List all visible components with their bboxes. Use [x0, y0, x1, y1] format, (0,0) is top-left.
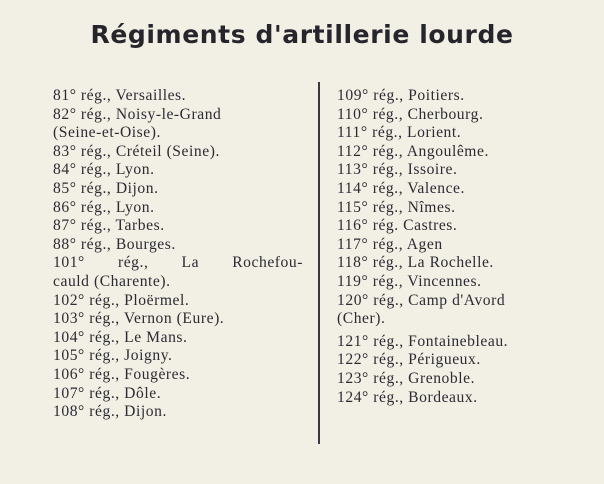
list-item [53, 180, 303, 199]
entry-line-continued: cauld (Charente). [53, 272, 171, 290]
list-item [53, 236, 303, 255]
list-item [337, 180, 597, 199]
list-item [337, 87, 597, 106]
entry-line: 88° rég., Bourges. [53, 235, 176, 253]
entry-line: 110° rég., Cherbourg. [337, 105, 484, 123]
list-item [337, 333, 597, 352]
entry-line: 117° rég., Agen [337, 235, 443, 253]
list-item [53, 347, 303, 366]
list-item [337, 389, 597, 408]
entry-line: 101° rég., La Rochefou- [53, 254, 303, 272]
entry-line: 82° rég., Noisy-le-Grand [53, 105, 222, 123]
entry-line: 121° rég., Fontainebleau. [337, 332, 509, 350]
entry-line: 84° rég., Lyon. [53, 161, 155, 179]
list-item [337, 273, 597, 292]
list-item [337, 217, 597, 236]
entry-line: 83° rég., Créteil (Seine). [53, 142, 220, 160]
list-item [337, 143, 597, 162]
list-item [53, 292, 303, 311]
entry-line: 118° rég., La Rochelle. [337, 254, 494, 272]
list-item [53, 143, 303, 162]
entry-line: 109° rég., Poitiers. [337, 87, 465, 104]
entry-line: 111° rég., Lorient. [337, 124, 462, 142]
entry-line: 105° rég., Joigny. [53, 347, 173, 365]
list-item [53, 199, 303, 218]
list-item [337, 161, 597, 180]
entry-line: 87° rég., Tarbes. [53, 217, 165, 235]
list-item [53, 385, 303, 404]
entry-line: 102° rég., Ploërmel. [53, 291, 190, 309]
entry-line: 81° rég., Versailles. [53, 87, 187, 104]
list-item [337, 199, 597, 218]
entry-line: 119° rég., Vincennes. [337, 272, 482, 290]
entry-line: 112° rég., Angoulême. [337, 142, 489, 160]
entry-line: 103° rég., Vernon (Eure). [53, 310, 225, 328]
list-item [53, 254, 303, 291]
page-title: Régiments d'artillerie lourde [90, 20, 514, 49]
entry-line: 124° rég., Bordeaux. [337, 388, 478, 406]
entry-line: 106° rég., Fougères. [53, 365, 191, 383]
entry-line: 108° rég., Dijon. [53, 403, 167, 421]
entry-line-continued: (Seine-et-Oise). [53, 124, 161, 142]
entry-line: 122° rég., Périgueux. [337, 351, 481, 369]
entry-line: 114° rég., Valence. [337, 179, 465, 197]
entry-line: 123° rég., Grenoble. [337, 369, 476, 387]
column-divider [318, 82, 320, 444]
list-item [53, 366, 303, 385]
entry-line: 85° rég., Dijon. [53, 179, 159, 197]
list-item [53, 106, 303, 143]
entry-line: 116° rég. Castres. [337, 217, 458, 235]
list-item [337, 370, 597, 389]
list-item [53, 403, 303, 422]
entry-line: 113° rég., Issoire. [337, 161, 458, 179]
list-item [337, 106, 597, 125]
list-item [337, 124, 597, 143]
entry-line: 86° rég., Lyon. [53, 198, 155, 216]
list-item [337, 292, 597, 329]
list-item [53, 161, 303, 180]
entry-line: 115° rég., Nîmes. [337, 198, 456, 216]
entry-line: 104° rég., Le Mans. [53, 328, 188, 346]
list-item [337, 254, 597, 273]
list-item [53, 310, 303, 329]
right-column [337, 87, 597, 407]
list-item [53, 87, 303, 106]
entry-line-continued: (Cher). [337, 310, 386, 328]
entry-line: 120° rég., Camp d'Avord [337, 291, 506, 309]
list-item [53, 217, 303, 236]
entry-line: 107° rég., Dôle. [53, 384, 162, 402]
list-item [53, 329, 303, 348]
list-item [337, 351, 597, 370]
list-item [337, 236, 597, 255]
left-column [53, 87, 303, 422]
